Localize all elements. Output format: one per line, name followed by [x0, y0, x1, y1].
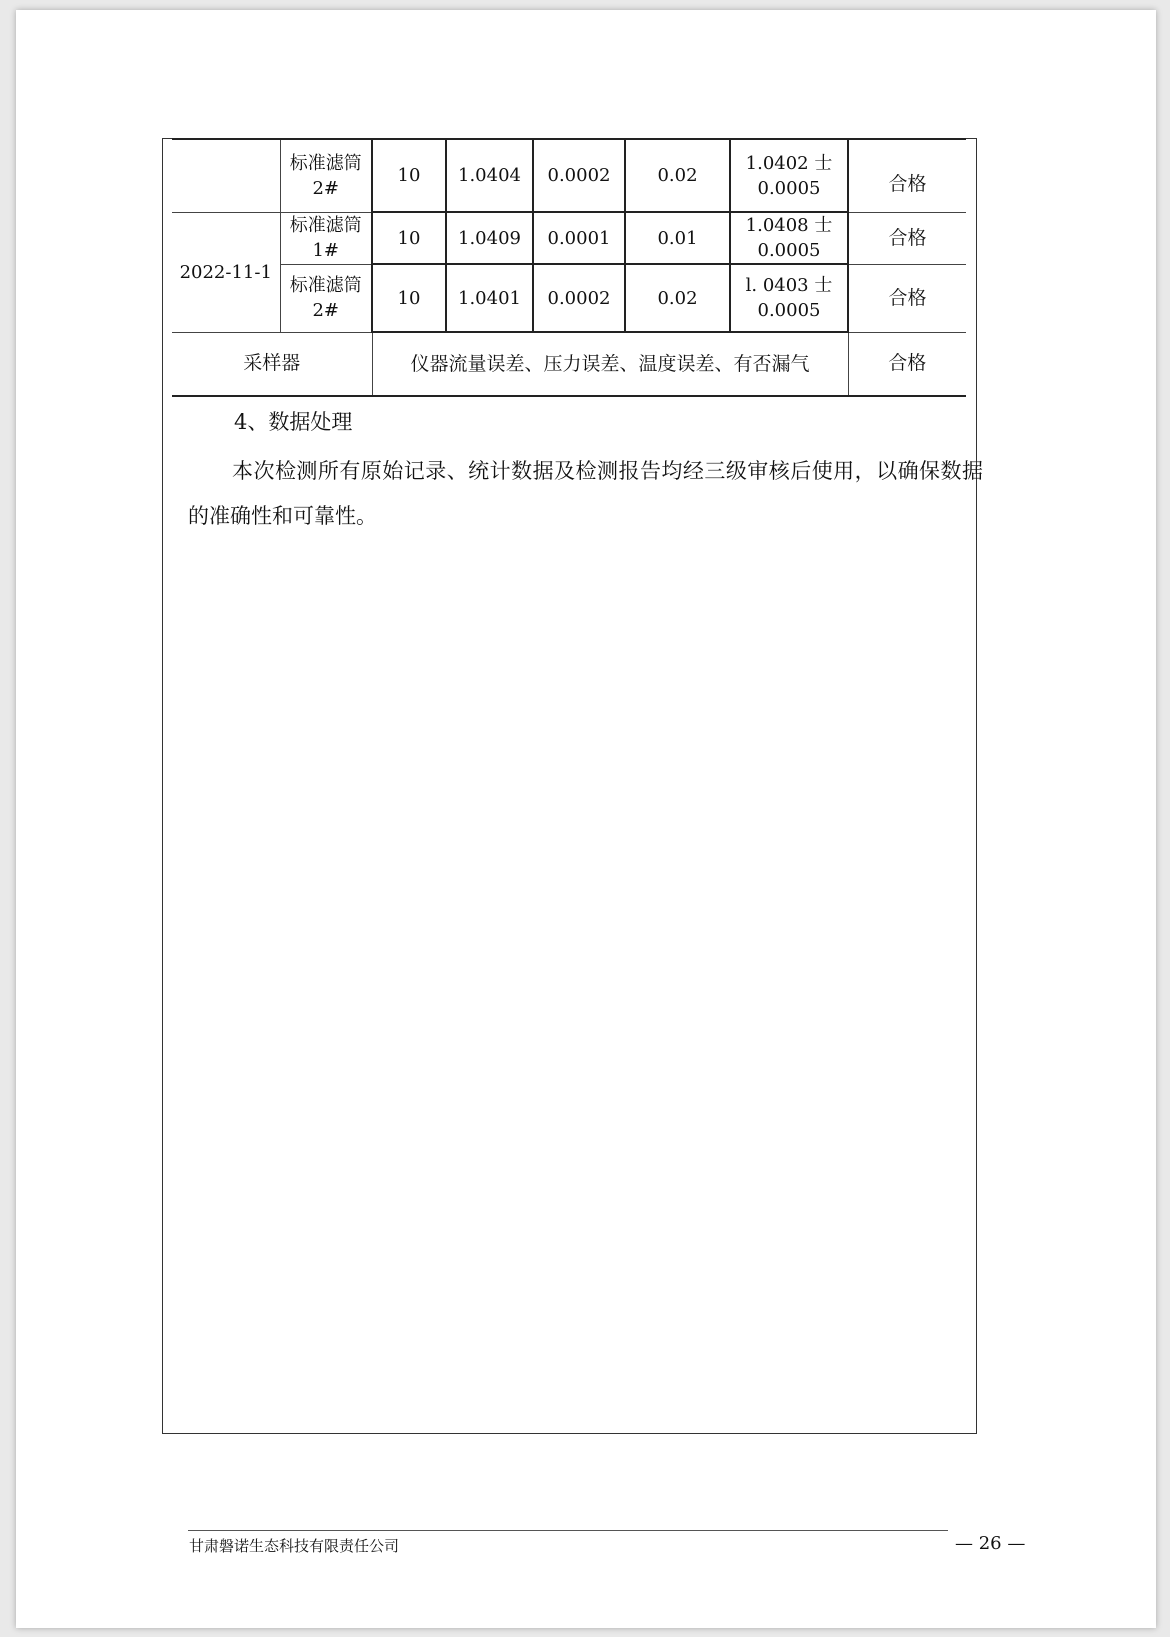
result-cell: 合格 — [848, 264, 966, 332]
footer-company: 甘肃磐诺生态科技有限责任公司 — [189, 1537, 400, 1555]
count-cell: 10 — [372, 264, 446, 332]
date-cell — [172, 139, 280, 212]
result-cell: 合格 — [848, 212, 966, 264]
filter-cell: 标准滤筒 2# — [280, 264, 372, 332]
date-cell: 2022-11-1 — [172, 212, 280, 332]
sd-cell: 0.0001 — [533, 212, 625, 264]
page-number: — 26 — — [955, 1533, 1026, 1554]
filter-cell: 标准滤筒 2# — [280, 139, 372, 212]
sampler-result: 合格 — [848, 332, 966, 396]
sampler-items: 仪器流量误差、压力误差、温度误差、有否漏气 — [372, 332, 848, 396]
section-paragraph: 本次检测所有原始记录、统计数据及检测报告均经三级审核后使用，以确保数据的准确性和可靠性。 — [188, 459, 983, 528]
sampler-label: 采样器 — [172, 332, 372, 396]
filter-check-table — [172, 138, 966, 397]
table-row — [172, 264, 966, 332]
footer-divider — [188, 1530, 948, 1531]
range-cell: 0.01 — [625, 212, 730, 264]
mean-cell: 1.0404 — [446, 139, 533, 212]
table-row — [172, 212, 966, 264]
sampler-row — [172, 332, 966, 396]
sd-cell: 0.0002 — [533, 264, 625, 332]
range-cell: 0.02 — [625, 264, 730, 332]
table-row — [172, 139, 966, 212]
standard-cell: l. 0403 士 0.0005 — [730, 264, 848, 332]
result-cell: 合格 — [848, 139, 966, 212]
section-heading: 4、数据处理 — [234, 410, 353, 434]
mean-cell: 1.0409 — [446, 212, 533, 264]
range-cell: 0.02 — [625, 139, 730, 212]
count-cell: 10 — [372, 139, 446, 212]
count-cell: 10 — [372, 212, 446, 264]
mean-cell: 1.0401 — [446, 264, 533, 332]
filter-cell: 标准滤筒 1# — [280, 212, 372, 264]
standard-cell: 1.0408 士 0.0005 — [730, 212, 848, 264]
sd-cell: 0.0002 — [533, 139, 625, 212]
standard-cell: 1.0402 士 0.0005 — [730, 139, 848, 212]
